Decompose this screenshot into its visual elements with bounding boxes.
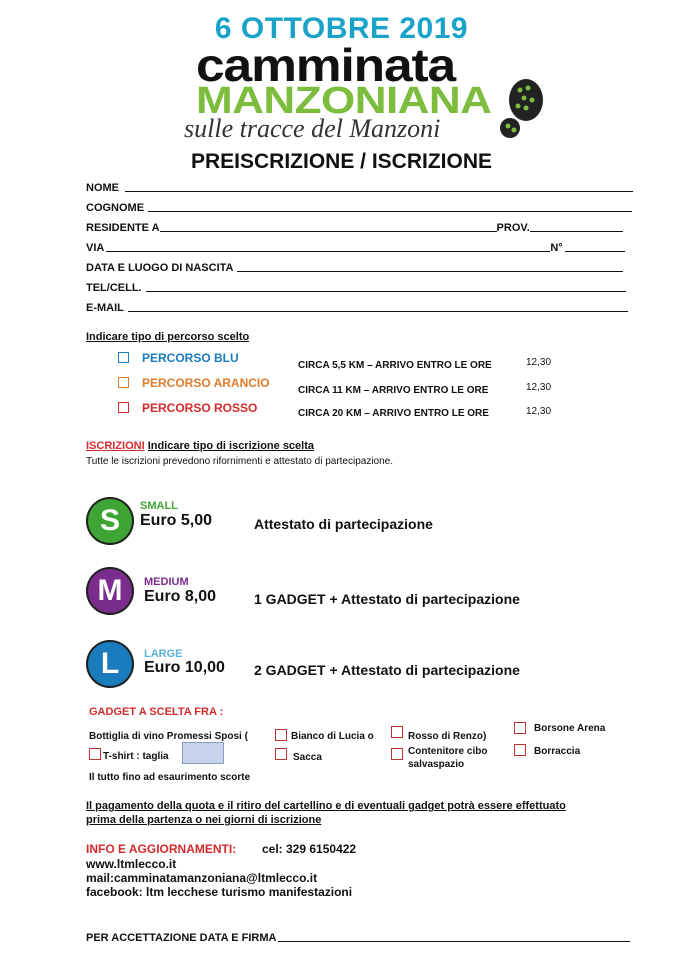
size-s-label: SMALL bbox=[140, 500, 178, 512]
info-mail[interactable]: mail:camminatamanzoniana@ltmlecco.it bbox=[86, 871, 318, 885]
iscrizioni-label: ISCRIZIONI bbox=[86, 440, 145, 452]
input-line[interactable] bbox=[106, 250, 550, 252]
checkbox-tshirt[interactable] bbox=[89, 748, 101, 760]
input-line[interactable] bbox=[237, 270, 623, 272]
size-l-label: LARGE bbox=[144, 648, 183, 660]
field-via[interactable] bbox=[86, 240, 625, 254]
route-name-blu: PERCORSO BLU bbox=[142, 351, 239, 365]
iscrizioni-header bbox=[86, 440, 314, 452]
size-l-badge: L bbox=[86, 640, 134, 688]
input-line[interactable] bbox=[128, 310, 628, 312]
checkbox-borsone[interactable] bbox=[514, 722, 526, 734]
gadget-rosso: Rosso di Renzo) bbox=[408, 731, 487, 742]
input-line-prov[interactable] bbox=[530, 230, 623, 232]
subtitle: sulle tracce del Manzoni bbox=[184, 114, 441, 143]
field-label: TEL/CELL. bbox=[86, 282, 142, 294]
input-line-num[interactable] bbox=[565, 250, 625, 252]
iscrizioni-title: Indicare tipo di iscrizione scelta bbox=[147, 440, 315, 452]
field-label: VIA bbox=[86, 242, 105, 254]
route-time-arancio: 12,30 bbox=[526, 382, 552, 393]
input-line[interactable] bbox=[148, 210, 632, 212]
field-label: COGNOME bbox=[86, 202, 145, 214]
gadget-bianco: Bianco di Lucia o bbox=[291, 731, 374, 742]
gadget-bottiglia: Bottiglia di vino Promessi Sposi ( bbox=[89, 731, 248, 742]
event-date: 6 OTTOBRE 2019 bbox=[214, 12, 469, 45]
field-cognome[interactable] bbox=[86, 200, 632, 214]
route-name-arancio: PERCORSO ARANCIO bbox=[142, 376, 270, 390]
size-l-desc: 2 GADGET + Attestato di partecipazione bbox=[254, 662, 520, 678]
gadget-contenitore-2: salvaspazio bbox=[408, 759, 465, 770]
checkbox-bianco[interactable] bbox=[275, 729, 287, 741]
route-name-rosso: PERCORSO ROSSO bbox=[142, 401, 258, 415]
field-label: RESIDENTE A bbox=[86, 222, 160, 234]
field-label: DATA E LUOGO DI NASCITA bbox=[86, 262, 234, 274]
field-label-num: N° bbox=[550, 242, 563, 254]
gadget-contenitore-1: Contenitore cibo bbox=[408, 746, 488, 757]
size-s-badge: S bbox=[86, 497, 134, 545]
route-info-arancio: CIRCA 11 KM – ARRIVO ENTRO LE ORE bbox=[298, 385, 489, 396]
title-line-2: MANZONIANA bbox=[196, 80, 492, 122]
info-cel: cel: 329 6150422 bbox=[262, 842, 357, 856]
gadget-tshirt: T-shirt : taglia bbox=[103, 751, 169, 762]
input-line[interactable] bbox=[125, 190, 633, 192]
field-email[interactable] bbox=[86, 300, 628, 314]
field-label: PER ACCETTAZIONE DATA E FIRMA bbox=[86, 932, 277, 944]
gadget-note: Il tutto fino ad esaurimento scorte bbox=[89, 772, 251, 783]
field-tel[interactable] bbox=[86, 280, 626, 294]
iscrizioni-note: Tutte le iscrizioni prevedono rifornimenti e attestato di partecipazione. bbox=[86, 456, 394, 467]
field-residente[interactable] bbox=[86, 220, 623, 234]
size-m-desc: 1 GADGET + Attestato di partecipazione bbox=[254, 591, 520, 607]
checkbox-contenitore[interactable] bbox=[391, 748, 403, 760]
field-firma[interactable] bbox=[86, 930, 630, 944]
field-label: E-MAIL bbox=[86, 302, 124, 314]
gadget-borsone: Borsone Arena bbox=[534, 723, 606, 734]
payment-note-line-2: prima della partenza o nei giorni di iscrizione bbox=[86, 814, 322, 826]
info-title: INFO E AGGIORNAMENTI: bbox=[86, 842, 237, 856]
checkbox-percorso-arancio[interactable] bbox=[118, 377, 129, 388]
info-web[interactable]: www.ltmlecco.it bbox=[86, 857, 177, 871]
gadget-sacca: Sacca bbox=[293, 752, 322, 763]
title-line-1: camminata bbox=[196, 39, 456, 91]
input-line[interactable] bbox=[146, 290, 626, 292]
gadget-borraccia: Borraccia bbox=[534, 746, 581, 757]
gadget-title: GADGET A SCELTA FRA : bbox=[89, 706, 224, 718]
input-line[interactable] bbox=[278, 940, 630, 942]
info-facebook: facebook: ltm lecchese turismo manifestazioni bbox=[86, 885, 353, 899]
checkbox-sacca[interactable] bbox=[275, 748, 287, 760]
field-data-luogo[interactable] bbox=[86, 260, 623, 274]
size-m-price: Euro 8,00 bbox=[144, 588, 217, 605]
checkbox-percorso-rosso[interactable] bbox=[118, 402, 129, 413]
shoe-print-icon bbox=[496, 78, 548, 140]
checkbox-rosso[interactable] bbox=[391, 726, 403, 738]
route-time-blu: 12,30 bbox=[526, 357, 552, 368]
payment-note-line-1: Il pagamento della quota e il ritiro del cartellino e di eventuali gadget potrà essere effettuato bbox=[86, 800, 566, 812]
checkbox-percorso-blu[interactable] bbox=[118, 352, 129, 363]
field-nome[interactable] bbox=[86, 180, 633, 194]
route-time-rosso: 12,30 bbox=[526, 406, 552, 417]
size-m-badge: M bbox=[86, 567, 134, 615]
percorso-title: Indicare tipo di percorso scelto bbox=[86, 331, 250, 343]
form-heading: PREISCRIZIONE / ISCRIZIONE bbox=[190, 150, 493, 173]
checkbox-borraccia[interactable] bbox=[514, 744, 526, 756]
size-m-label: MEDIUM bbox=[144, 576, 189, 588]
field-label-prov: PROV. bbox=[496, 222, 530, 234]
size-l-price: Euro 10,00 bbox=[144, 659, 225, 676]
input-line[interactable] bbox=[160, 230, 497, 232]
route-info-rosso: CIRCA 20 KM – ARRIVO ENTRO LE ORE bbox=[298, 408, 489, 419]
size-s-price: Euro 5,00 bbox=[140, 512, 213, 529]
route-info-blu: CIRCA 5,5 KM – ARRIVO ENTRO LE ORE bbox=[298, 360, 492, 371]
field-label: NOME bbox=[86, 182, 119, 194]
tshirt-size-input[interactable] bbox=[182, 742, 224, 764]
size-s-desc: Attestato di partecipazione bbox=[254, 516, 433, 532]
